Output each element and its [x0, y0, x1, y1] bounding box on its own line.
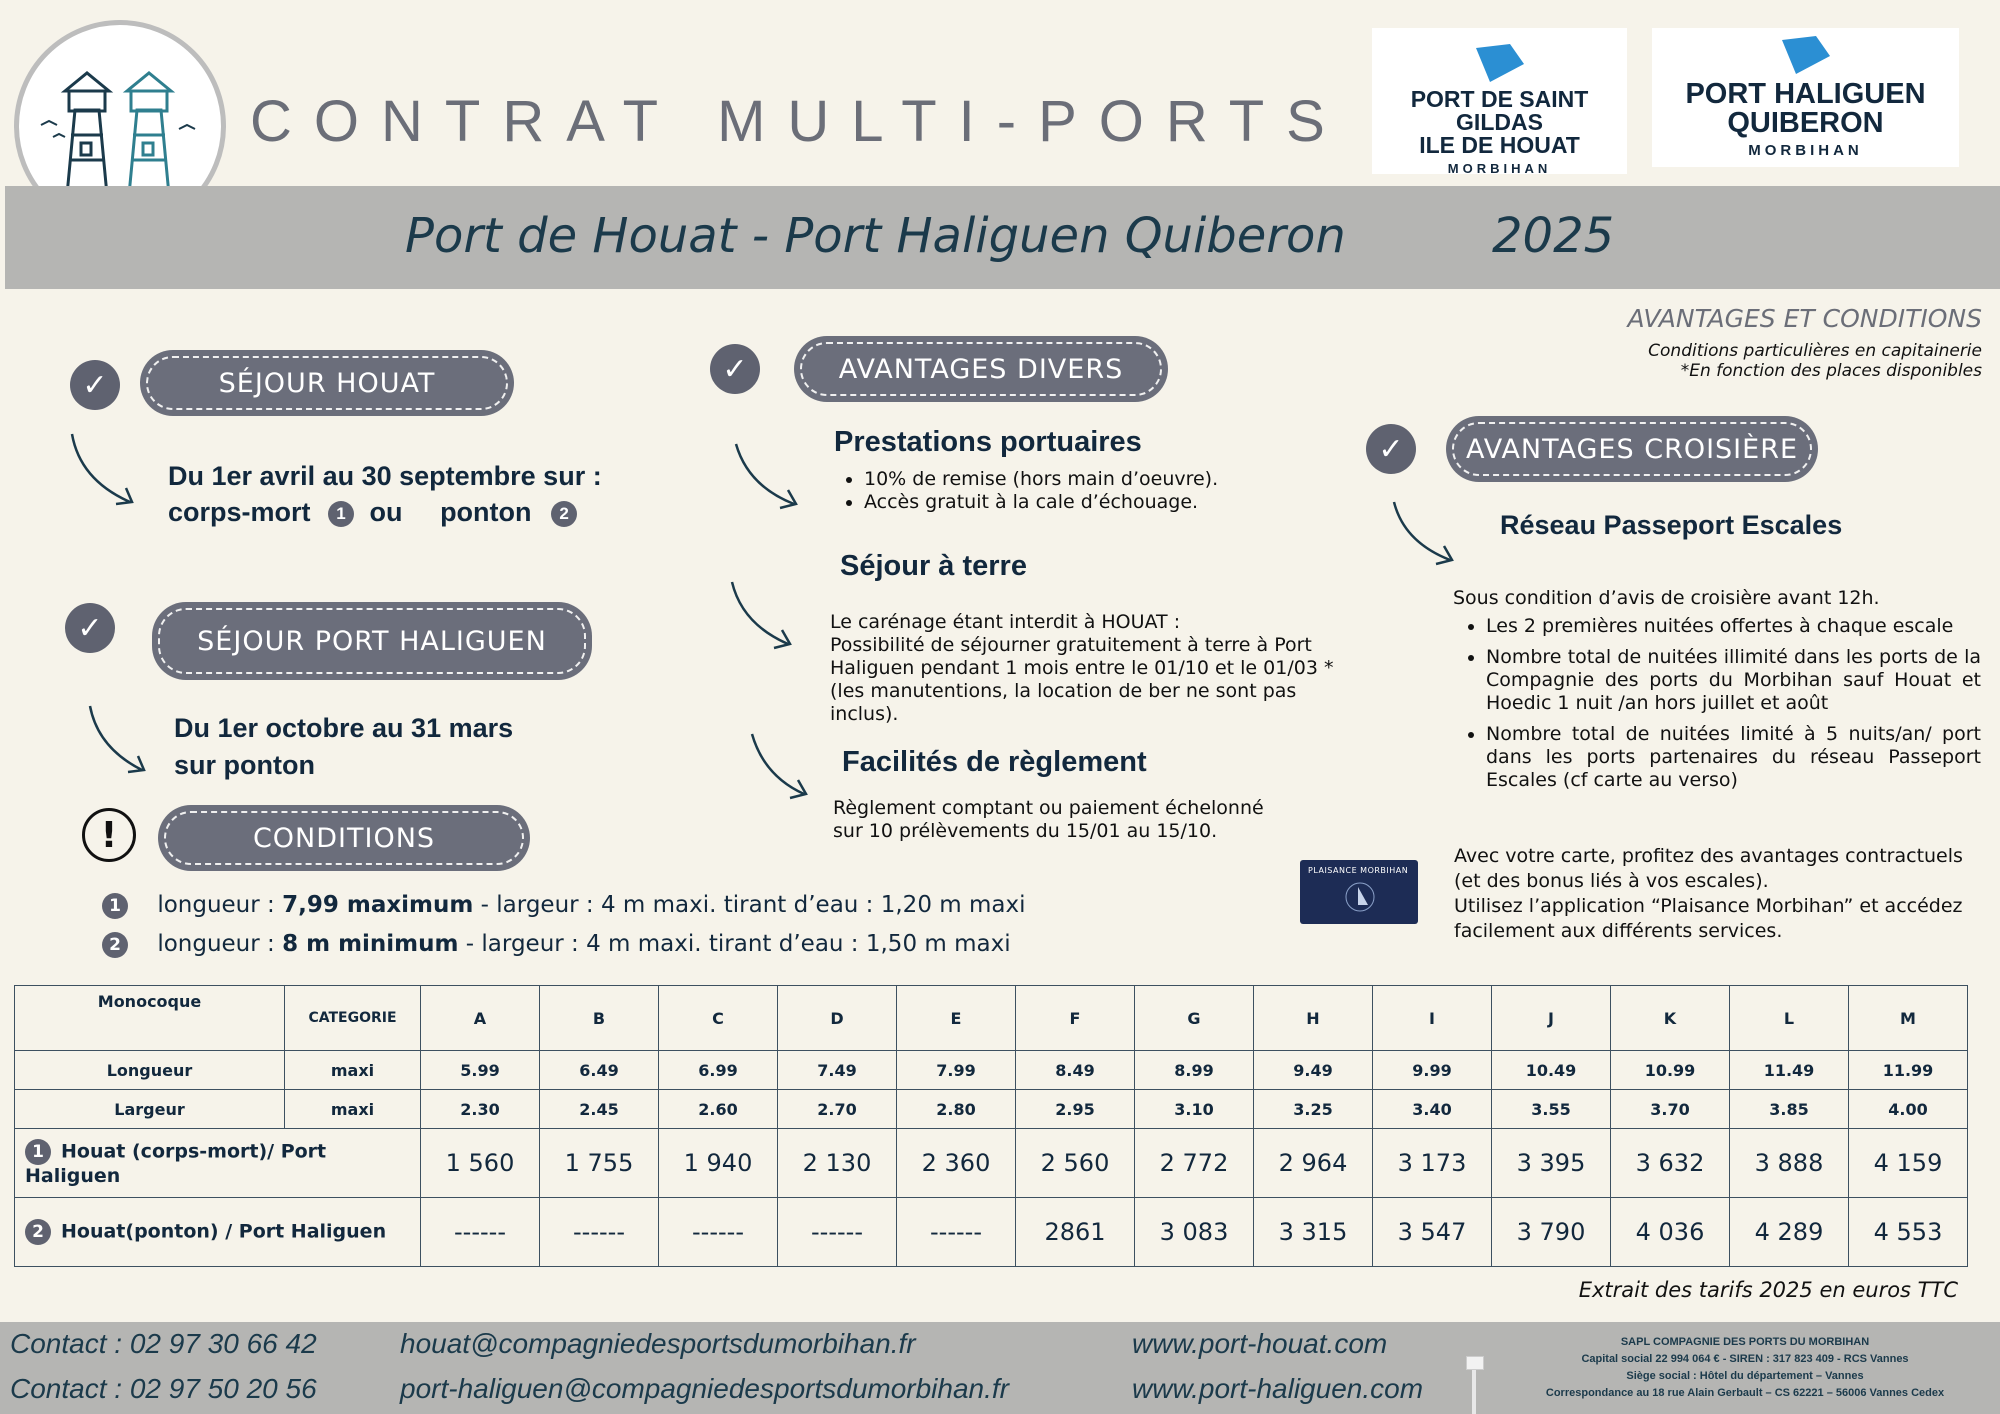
- longueur-cell: 8.49: [1016, 1051, 1135, 1090]
- text-line: Possibilité de séjourner gratuitement à terre à Port: [830, 634, 1312, 656]
- email-haliguen[interactable]: port-haliguen@compagniedesportsdumorbihan.fr: [400, 1373, 1009, 1404]
- price-cell: ------: [421, 1198, 540, 1267]
- legal-line: Siège social : Hôtel du département – Vannes: [1626, 1370, 1864, 1382]
- curved-arrow-icon: [726, 578, 806, 658]
- longueur-cell: 9.99: [1373, 1051, 1492, 1090]
- largeur-cell: 3.10: [1135, 1090, 1254, 1129]
- facilites-title: Facilités de règlement: [842, 746, 1147, 778]
- curved-arrow-icon: [730, 438, 810, 518]
- text-line: Haliguen pendant 1 mois entre le 01/10 et le 01/03 *: [830, 657, 1334, 679]
- note-places: *En fonction des places disponibles: [1680, 361, 1982, 381]
- price-cell: 2 772: [1135, 1129, 1254, 1198]
- text-line: Utilisez l’application “Plaisance Morbihan” et accédez: [1454, 895, 1963, 917]
- price-cell: 4 159: [1849, 1129, 1968, 1198]
- flag-icon: [1470, 42, 1530, 84]
- largeur-cell: 2.30: [421, 1090, 540, 1129]
- legal-info: [1500, 1334, 1990, 1402]
- logo2-line3: MORBIHAN: [1748, 142, 1863, 159]
- price-cell: 1 940: [659, 1129, 778, 1198]
- tarif-table: [14, 985, 1968, 1267]
- text-line: (les manutentions, la location de ber ne sont pas: [830, 680, 1297, 702]
- logo-port-haliguen: [1652, 28, 1959, 167]
- category-cell: G: [1135, 986, 1254, 1051]
- legal-line: Correspondance au 18 rue Alain Gerbault – CS 62221 – 56006 Vannes Cedex: [1545, 1387, 1945, 1399]
- largeur-cell: 2.45: [540, 1090, 659, 1129]
- text-line: inclus).: [830, 703, 899, 725]
- logo2-line2: QUIBERON: [1727, 107, 1884, 139]
- row-label-houat-corps-mort: [15, 1129, 421, 1198]
- price-cell: 1 560: [421, 1129, 540, 1198]
- price-cell: 2 360: [897, 1129, 1016, 1198]
- logo1-line3: MORBIHAN: [1447, 161, 1552, 176]
- row-label-longueur: Longueur: [15, 1051, 285, 1090]
- price-cell: 1 755: [540, 1129, 659, 1198]
- category-cell: C: [659, 986, 778, 1051]
- table-caption: Extrait des tarifs 2025 en euros TTC: [1578, 1278, 1958, 1302]
- list-item: • Les 2 premières nuitées offertes à chaque escale: [1486, 615, 1981, 638]
- band-year: 2025: [1492, 208, 1615, 264]
- category-cell: I: [1373, 986, 1492, 1051]
- list-item: • Nombre total de nuitées illimité dans les ports de la Compagnie des ports du Morbihan sauf Houat et Hoedic 1 nuit /an hors juillet et août: [1486, 646, 1981, 715]
- pill-sejour-houat: [140, 350, 514, 416]
- curved-arrow-icon: [746, 728, 826, 808]
- prestations-list: [832, 468, 1284, 514]
- price-cell: 3 083: [1135, 1198, 1254, 1267]
- largeur-cell: 2.80: [897, 1090, 1016, 1129]
- web-haliguen[interactable]: www.port-haliguen.com: [1132, 1373, 1424, 1404]
- longueur-cell: 7.99: [897, 1051, 1016, 1090]
- price-cell: ------: [659, 1198, 778, 1267]
- price-cell: 2 560: [1016, 1129, 1135, 1198]
- maxi-cell: maxi: [285, 1051, 421, 1090]
- sejour-houat-line1: Du 1er avril au 30 septembre sur :: [168, 461, 602, 491]
- croisiere-list: [1454, 615, 1981, 792]
- list-item: • Accès gratuit à la cale d’échouage.: [864, 491, 1284, 514]
- table-row: [15, 1198, 1968, 1267]
- category-cell: J: [1492, 986, 1611, 1051]
- web-houat[interactable]: www.port-houat.com: [1132, 1328, 1388, 1359]
- text-line: Avec votre carte, profitez des avantages contractuels: [1454, 845, 1963, 867]
- check-icon: ✓: [710, 344, 760, 394]
- facilites-text: [833, 797, 1313, 843]
- card-text: PLAISANCE MORBIHAN: [1308, 866, 1409, 875]
- page-title: CONTRAT MULTI-PORTS: [250, 89, 1347, 154]
- condition-2-a: longueur :: [157, 931, 283, 957]
- footer-divider-cap: [1466, 1356, 1484, 1370]
- pill-label: SÉJOUR PORT HALIGUEN: [158, 608, 586, 674]
- avantages-conditions-title: AVANTAGES ET CONDITIONS: [1627, 304, 1982, 333]
- longueur-cell: 9.49: [1254, 1051, 1373, 1090]
- price-cell: 3 632: [1611, 1129, 1730, 1198]
- logo-port-houat: [1372, 28, 1627, 174]
- sejour-terre-title: Séjour à terre: [840, 550, 1027, 582]
- sejour-houat-line2: [168, 494, 602, 530]
- sejour-terre-text: [830, 611, 1340, 726]
- table-row: [15, 986, 1968, 1051]
- price-cell: ------: [778, 1198, 897, 1267]
- price-cell: ------: [897, 1198, 1016, 1267]
- curved-arrow-icon: [66, 430, 146, 510]
- logo1-line1: PORT DE SAINT GILDAS: [1410, 86, 1589, 135]
- longueur-cell: 11.99: [1849, 1051, 1968, 1090]
- legal-line: Capital social 22 994 064 € - SIREN : 317 823 409 - RCS Vannes: [1581, 1353, 1909, 1365]
- longueur-cell: 6.99: [659, 1051, 778, 1090]
- condition-1-b: 7,99 maximum: [282, 892, 474, 918]
- plaisance-card: [1300, 860, 1418, 924]
- ponton-text: ponton: [440, 497, 532, 527]
- text-line: Le carénage étant interdit à HOUAT :: [830, 611, 1181, 633]
- num-badge-2: 2: [25, 1219, 51, 1245]
- price-cell: 3 547: [1373, 1198, 1492, 1267]
- text-line: (et des bonus liés à vos escales).: [1454, 870, 1769, 892]
- maxi-cell: maxi: [285, 1090, 421, 1129]
- price-cell: 2 964: [1254, 1129, 1373, 1198]
- header-monocoque: Monocoque: [15, 986, 285, 1051]
- app-text: [1454, 844, 1963, 944]
- sejour-haliguen-text: [174, 710, 513, 784]
- largeur-cell: 2.70: [778, 1090, 897, 1129]
- flag-icon: [1776, 34, 1836, 76]
- curved-arrow-icon: [1388, 498, 1468, 578]
- logo2-line1: PORT HALIGUEN: [1685, 78, 1926, 110]
- warning-icon: !: [82, 808, 136, 862]
- num-badge-2: 2: [551, 501, 577, 527]
- longueur-cell: 10.49: [1492, 1051, 1611, 1090]
- longueur-cell: 5.99: [421, 1051, 540, 1090]
- pill-label: SÉJOUR HOUAT: [146, 356, 508, 410]
- price-cell: 3 315: [1254, 1198, 1373, 1267]
- sejour-haliguen-line2: sur ponton: [174, 750, 315, 780]
- table-row: [15, 1051, 1968, 1090]
- list-item: • Nombre total de nuitées limité à 5 nuits/an/ port dans les ports partenaires du réseau Passeport Escales (cf carte au verso): [1486, 723, 1981, 792]
- pill-label: AVANTAGES DIVERS: [800, 342, 1162, 396]
- category-cell: A: [421, 986, 540, 1051]
- sejour-haliguen-line1: Du 1er octobre au 31 mars: [174, 713, 514, 743]
- condition-1-a: longueur :: [157, 892, 283, 918]
- row2-label-text: Houat(ponton) / Port Haliguen: [61, 1220, 387, 1243]
- table-row: [15, 1129, 1968, 1198]
- ou-text: ou: [369, 497, 403, 527]
- largeur-cell: 4.00: [1849, 1090, 1968, 1129]
- condition-2-b: 8 m minimum: [282, 931, 459, 957]
- category-cell: E: [897, 986, 1016, 1051]
- email-houat[interactable]: houat@compagniedesportsdumorbihan.fr: [400, 1328, 916, 1359]
- row-label-largeur: Largeur: [15, 1090, 285, 1129]
- category-cell: H: [1254, 986, 1373, 1051]
- table-row: [15, 1090, 1968, 1129]
- num-badge-1: 1: [328, 501, 354, 527]
- contact-haliguen: Contact : 02 97 50 20 56: [10, 1373, 317, 1404]
- row-label-houat-ponton: [15, 1198, 421, 1267]
- price-cell: 4 289: [1730, 1198, 1849, 1267]
- pill-sejour-haliguen: [152, 602, 592, 680]
- sejour-houat-text: [168, 458, 602, 530]
- num-badge-1: 1: [25, 1139, 51, 1165]
- reseau-title: Réseau Passeport Escales: [1500, 510, 1843, 540]
- logo1-line2: ILE DE HOUAT: [1419, 132, 1580, 158]
- num-badge-1: 1: [102, 893, 128, 919]
- curved-arrow-icon: [84, 700, 164, 780]
- croisiere-intro: Sous condition d’avis de croisière avant 12h.: [1453, 587, 1880, 609]
- row1-label-text: Houat (corps-mort)/ Port Haliguen: [25, 1140, 327, 1187]
- corps-mort-text: corps-mort: [168, 497, 311, 527]
- category-cell: K: [1611, 986, 1730, 1051]
- longueur-cell: 7.49: [778, 1051, 897, 1090]
- note-capitainerie: Conditions particulières en capitainerie: [1648, 341, 1982, 361]
- header-categorie: CATEGORIE: [285, 986, 421, 1051]
- check-icon: ✓: [1366, 424, 1416, 474]
- contact-houat: Contact : 02 97 30 66 42: [10, 1328, 317, 1359]
- largeur-cell: 3.55: [1492, 1090, 1611, 1129]
- pill-label: AVANTAGES CROISIÈRE: [1452, 422, 1812, 476]
- num-badge-2: 2: [102, 932, 128, 958]
- pill-label: CONDITIONS: [164, 811, 524, 865]
- check-icon: ✓: [65, 603, 115, 653]
- longueur-cell: 10.99: [1611, 1051, 1730, 1090]
- band-title: Port de Houat - Port Haliguen Quiberon: [405, 208, 1346, 264]
- category-cell: F: [1016, 986, 1135, 1051]
- check-icon: ✓: [70, 360, 120, 410]
- legal-line: SAPL COMPAGNIE DES PORTS DU MORBIHAN: [1620, 1336, 1870, 1348]
- list-item: • 10% de remise (hors main d’oeuvre).: [864, 468, 1284, 491]
- avantages-conditions-note: [1628, 304, 1983, 381]
- category-cell: D: [778, 986, 897, 1051]
- longueur-cell: 8.99: [1135, 1051, 1254, 1090]
- price-cell: 3 790: [1492, 1198, 1611, 1267]
- condition-1-c: - largeur : 4 m maxi. tirant d’eau : 1,20 m maxi: [473, 892, 1026, 918]
- price-cell: 2861: [1016, 1198, 1135, 1267]
- price-cell: 2 130: [778, 1129, 897, 1198]
- category-cell: B: [540, 986, 659, 1051]
- longueur-cell: 11.49: [1730, 1051, 1849, 1090]
- pill-avantages-divers: [794, 336, 1168, 402]
- longueur-cell: 6.49: [540, 1051, 659, 1090]
- price-cell: 3 888: [1730, 1129, 1849, 1198]
- sailboat-icon: [1300, 875, 1418, 919]
- category-cell: M: [1849, 986, 1968, 1051]
- price-cell: ------: [540, 1198, 659, 1267]
- text-line: sur 10 prélèvements du 15/01 au 15/10.: [833, 820, 1218, 842]
- pill-conditions: [158, 805, 530, 871]
- price-cell: 3 395: [1492, 1129, 1611, 1198]
- price-cell: 4 553: [1849, 1198, 1968, 1267]
- condition-1: [102, 892, 1025, 919]
- largeur-cell: 3.25: [1254, 1090, 1373, 1129]
- price-cell: 4 036: [1611, 1198, 1730, 1267]
- prestations-title: Prestations portuaires: [834, 426, 1142, 458]
- largeur-cell: 2.95: [1016, 1090, 1135, 1129]
- category-cell: L: [1730, 986, 1849, 1051]
- text-line: facilement aux différents services.: [1454, 920, 1783, 942]
- price-cell: 3 173: [1373, 1129, 1492, 1198]
- text-line: Règlement comptant ou paiement échelonné: [833, 797, 1264, 819]
- largeur-cell: 3.40: [1373, 1090, 1492, 1129]
- largeur-cell: 3.85: [1730, 1090, 1849, 1129]
- largeur-cell: 2.60: [659, 1090, 778, 1129]
- condition-2-c: - largeur : 4 m maxi. tirant d’eau : 1,50 m maxi: [458, 931, 1011, 957]
- largeur-cell: 3.70: [1611, 1090, 1730, 1129]
- condition-2: [102, 931, 1011, 958]
- pill-avantages-croisiere: [1446, 416, 1818, 482]
